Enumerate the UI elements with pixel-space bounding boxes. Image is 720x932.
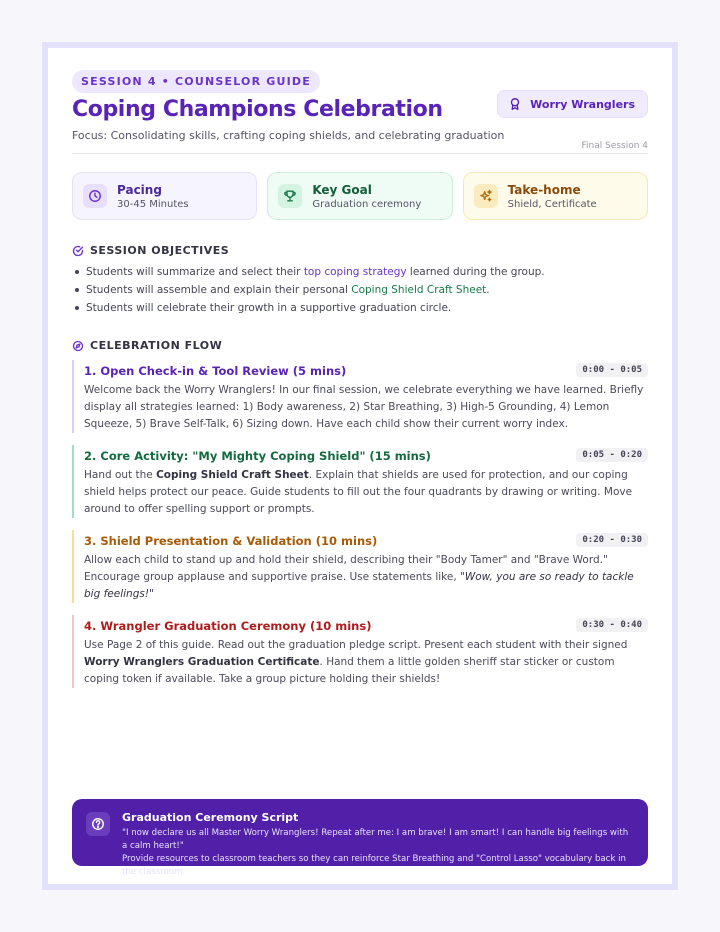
step-time-badge: 0:05 - 0:20 xyxy=(576,448,648,462)
focus-text: Focus: Consolidating skills, crafting coping shields, and celebrating graduation xyxy=(72,129,505,142)
help-circle-icon xyxy=(86,812,110,836)
header-divider xyxy=(72,153,648,154)
medal-icon xyxy=(508,97,522,111)
list-item: Students will assemble and explain their personal Coping Shield Craft Sheet. xyxy=(72,281,648,299)
flow-step-3 xyxy=(72,530,648,603)
page-content xyxy=(72,70,648,884)
page-title: Coping Champions Celebration xyxy=(72,97,443,122)
list-item: Students will celebrate their growth in a supportive graduation circle. xyxy=(72,299,648,317)
card-value: Graduation ceremony xyxy=(312,198,422,210)
clock-icon xyxy=(83,184,107,208)
step-body: Hand out the Coping Shield Craft Sheet. Explain that shields are used for protection, and our coping shield helps protect our peace. Guide students to fill out the four quadrants by drawing or writing. Move around to offer spelling support or prompts. xyxy=(84,469,633,515)
step-body: Welcome back the Worry Wranglers! In our final session, we celebrate everything we have learned. Briefly display all strategies learned: 1) Body awareness, 2) Star Breathing, 3) High-5 Grounding, 4) Lemon Squeeze, 5) Brave Self-Talk, 6) Sizing down. Have each child show their current worry index. xyxy=(84,384,644,430)
flow-section xyxy=(72,339,648,688)
objectives-heading xyxy=(72,244,648,257)
step-time-badge: 0:30 - 0:40 xyxy=(576,618,648,632)
flow-step-4 xyxy=(72,615,648,688)
step-time-badge: 0:20 - 0:30 xyxy=(576,533,648,547)
callout-title: Graduation Ceremony Script xyxy=(122,811,299,824)
brand-name: Worry Wranglers xyxy=(530,97,635,111)
card-label: Pacing xyxy=(117,182,162,197)
sparkles-icon xyxy=(474,184,498,208)
list-item: Students will summarize and select their top coping strategy learned during the group. xyxy=(72,263,648,281)
flow-heading xyxy=(72,339,648,352)
card-label: Key Goal xyxy=(312,182,372,197)
card-value: 30-45 Minutes xyxy=(117,198,189,210)
card-label: Take-home xyxy=(507,182,581,197)
step-body: Use Page 2 of this guide. Read out the graduation pledge script. Present each student with their signed Worry Wranglers Graduation Certificate. Hand them a little golden sheriff star sticker or custom coping token if available. Take a group picture holding their shields! xyxy=(84,639,628,685)
step-title: 1. Open Check-in & Tool Review (5 mins) xyxy=(84,364,347,378)
flow-step-2 xyxy=(72,445,648,518)
card-pacing xyxy=(72,172,257,220)
step-title: 3. Shield Presentation & Validation (10 mins) xyxy=(84,534,378,548)
objectives-list xyxy=(72,263,648,317)
trophy-icon xyxy=(278,184,302,208)
final-session-label: Final Session 4 xyxy=(581,141,648,151)
callout-script: "I now declare us all Master Worry Wranglers! Repeat after me: I am brave! I am smart! I can handle big feelings with a calm heart!" xyxy=(122,828,629,851)
card-key-goal xyxy=(267,172,452,220)
objectives-section xyxy=(72,244,648,317)
ceremony-script-callout xyxy=(72,799,648,877)
brand-badge xyxy=(497,90,648,118)
step-title: 2. Core Activity: "My Mighty Coping Shield" (15 mins) xyxy=(84,449,431,463)
card-value: Shield, Certificate xyxy=(507,198,597,210)
step-title: 4. Wrangler Graduation Ceremony (10 mins) xyxy=(84,619,372,633)
step-body: Allow each child to stand up and hold their shield, describing their "Body Tamer" and "Brave Word." Encourage group applause and supportive praise. Use statements like, "Wow, you are so ready to tackle big feelings!" xyxy=(84,554,634,600)
header xyxy=(72,70,648,154)
compass-icon xyxy=(72,340,84,352)
info-cards xyxy=(72,172,648,220)
card-take-home xyxy=(463,172,648,220)
check-circle-icon xyxy=(72,245,84,257)
callout-note: Provide resources to classroom teachers so they can reinforce Star Breathing and "Control Lasso" vocabulary back in the classroom. xyxy=(122,854,626,877)
objectives-heading-text: SESSION OBJECTIVES xyxy=(90,244,230,257)
flow-step-1 xyxy=(72,360,648,433)
session-label: SESSION 4 • COUNSELOR GUIDE xyxy=(72,70,320,93)
step-time-badge: 0:00 - 0:05 xyxy=(576,363,648,377)
flow-steps xyxy=(72,360,648,688)
flow-heading-text: CELEBRATION FLOW xyxy=(90,339,223,352)
page-frame xyxy=(42,42,678,890)
